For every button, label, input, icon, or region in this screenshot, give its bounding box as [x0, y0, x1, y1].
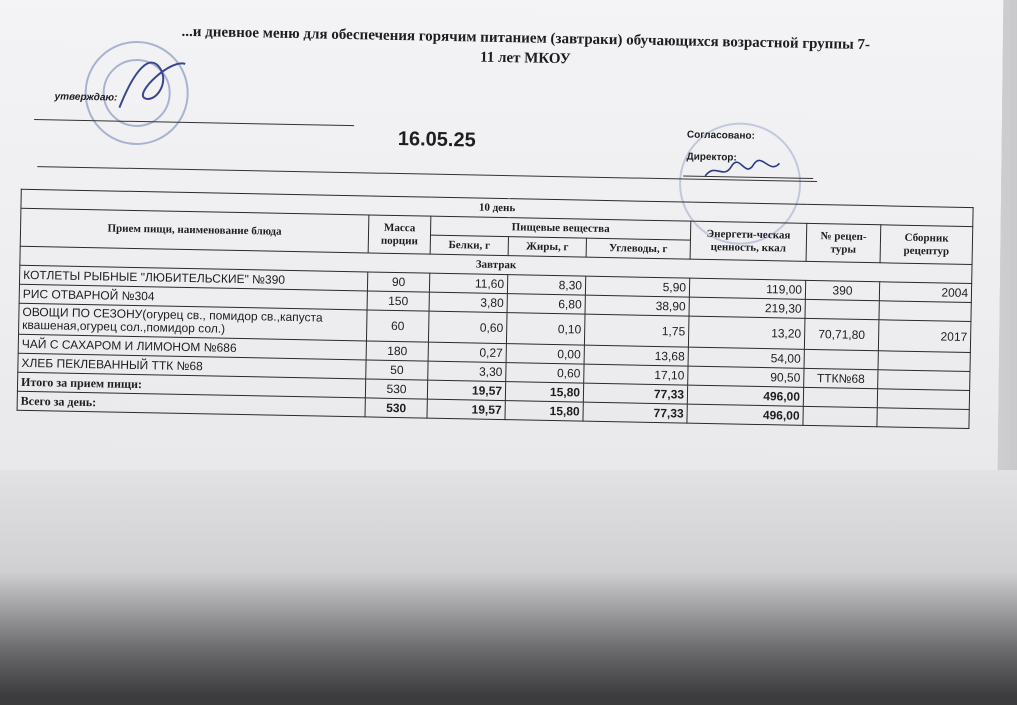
director-label: Директор:: [686, 151, 737, 164]
collection-cell: 2004: [879, 282, 971, 303]
collection-cell: [878, 370, 970, 391]
dish-name: ОВОЩИ ПО СЕЗОНУ(огурец св., помидор св.,капуста квашеная,огурец сол.,помидор сол.): [19, 303, 368, 341]
collection-cell: [878, 351, 970, 372]
proteins-cell: 0,60: [428, 311, 507, 343]
agreed-label: Согласовано:: [686, 129, 755, 142]
menu-title: [75, 20, 976, 77]
recipe-cell: [805, 299, 879, 319]
carbs-cell: 1,75: [584, 314, 689, 347]
carbs-cell: 13,68: [584, 345, 688, 366]
empty-cell: [877, 389, 969, 410]
meal-total-proteins: 19,57: [427, 380, 505, 400]
day-total-fats: 15,80: [505, 401, 583, 421]
fats-cell: 8,30: [507, 275, 585, 295]
dish-name: КОТЛЕТЫ РЫБНЫЕ "ЛЮБИТЕЛЬСКИЕ" №390: [19, 265, 367, 291]
proteins-cell: 3,80: [429, 292, 507, 312]
col-energy: Энергети-ческая ценность, ккал: [690, 221, 807, 261]
menu-date: 16.05.25: [397, 128, 476, 152]
empty-cell: [803, 387, 877, 407]
day-total-proteins: 19,57: [427, 399, 505, 419]
proteins-cell: 11,60: [429, 273, 507, 293]
carbs-cell: 5,90: [585, 276, 689, 297]
meal-total-carbs: 77,33: [583, 383, 687, 404]
fats-cell: 0,10: [506, 313, 585, 345]
meal-total-fats: 15,80: [505, 382, 583, 402]
day-total-mass: 530: [365, 398, 427, 418]
col-proteins: Белки, г: [430, 235, 508, 255]
meal-total-label: Итого за прием пищи:: [17, 372, 365, 398]
menu-table: [17, 189, 974, 429]
mass-cell: 90: [367, 272, 429, 292]
approve-label: утверждаю:: [54, 91, 118, 104]
energy-cell: 219,30: [689, 297, 805, 318]
proteins-cell: 3,30: [428, 361, 506, 381]
proteins-cell: 0,27: [428, 342, 506, 362]
energy-cell: 13,20: [688, 316, 805, 349]
empty-cell: [803, 406, 877, 426]
col-nutrients: Пищевые вещества: [431, 216, 691, 240]
day-total-carbs: 77,33: [583, 402, 687, 423]
title-line-1: ...и дневное меню для обеспечения горячим питанием (завтраки) обучающихся возрастной группы 7-: [181, 23, 871, 54]
approve-rule: [34, 119, 354, 126]
fats-cell: 0,00: [506, 344, 584, 364]
day-total-label: Всего за день:: [17, 391, 365, 417]
energy-cell: 119,00: [689, 278, 805, 299]
dish-name: ХЛЕБ ПЕКЛЕВАННЫЙ ТТК №68: [18, 353, 366, 379]
dish-name: РИС ОТВАРНОЙ №304: [19, 284, 367, 310]
col-mass: Масса порции: [368, 215, 431, 254]
col-dish: Прием пищи, наименование блюда: [20, 208, 369, 253]
meal-total-energy: 496,00: [687, 385, 803, 406]
collection-cell: [879, 301, 971, 322]
section-breakfast: Завтрак: [20, 246, 972, 283]
mass-cell: 50: [366, 360, 428, 380]
recipe-cell: [804, 349, 878, 369]
energy-cell: 90,50: [688, 366, 804, 387]
mass-cell: 180: [366, 341, 428, 361]
signature-left: [114, 48, 195, 120]
recipe-cell: ТТК№68: [804, 368, 878, 388]
day-total-energy: 496,00: [687, 404, 803, 425]
col-recipe: № рецеп-туры: [806, 223, 881, 262]
meal-total-mass: 530: [365, 379, 427, 399]
energy-cell: 54,00: [688, 347, 804, 368]
day-header: 10 день: [21, 189, 973, 226]
mass-cell: 60: [366, 310, 429, 342]
carbs-cell: 38,90: [585, 295, 689, 316]
carbs-cell: 17,10: [584, 364, 688, 385]
empty-cell: [877, 408, 969, 429]
fats-cell: 0,60: [506, 363, 584, 383]
fats-cell: 6,80: [507, 294, 585, 314]
col-collection: Сборник рецептур: [880, 225, 973, 265]
title-line-2: 11 лет МКОУ: [479, 49, 571, 68]
collection-cell: 2017: [878, 320, 971, 353]
mass-cell: 150: [367, 291, 429, 311]
col-fats: Жиры, г: [508, 237, 586, 257]
recipe-cell: 70,71,80: [804, 318, 879, 350]
recipe-cell: 390: [805, 280, 879, 300]
col-carbs: Углеводы, г: [586, 238, 690, 259]
dish-name: ЧАЙ С САХАРОМ И ЛИМОНОМ №686: [18, 334, 366, 360]
